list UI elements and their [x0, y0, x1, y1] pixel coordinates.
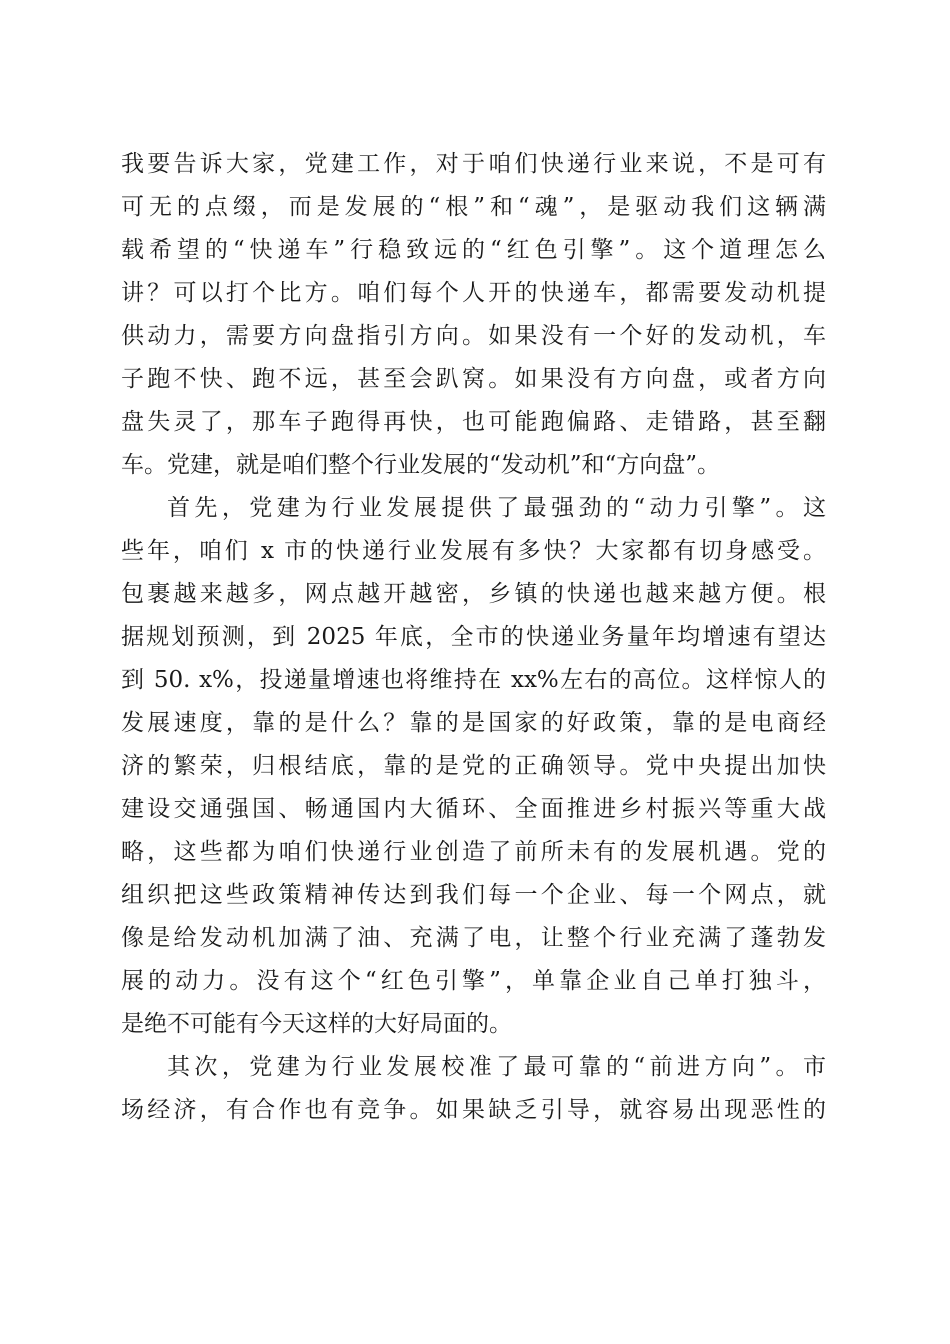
text-line: 济的繁荣，归根结底，靠的是党的正确领导。党中央提出加快 — [121, 753, 826, 779]
text-line: 组织把这些政策精神传达到我们每一个企业、每一个网点，就 — [121, 882, 826, 908]
text-line: 我要告诉大家，党建工作，对于咱们快递行业来说，不是可有 — [121, 151, 826, 177]
text-line: 包裹越来越多，网点越开越密，乡镇的快递也越来越方便。根 — [121, 581, 826, 607]
text-line: 到 50. x%，投递量增速也将维持在 xx%左右的高位。这样惊人的 — [121, 667, 826, 693]
text-line: 子跑不快、跑不远，甚至会趴窝。如果没有方向盘，或者方向 — [121, 366, 826, 392]
text-line: 些年，咱们 x 市的快递行业发展有多快？大家都有切身感受。 — [121, 538, 826, 564]
text-line: 据规划预测，到 2025 年底，全市的快递业务量年均增速有望达 — [121, 624, 826, 650]
paragraph-second-point — [121, 1046, 826, 1132]
text-line: 载希望的“快递车”行稳致远的“红色引擎”。这个道理怎么 — [121, 237, 826, 263]
text-line: 是绝不可能有今天这样的大好局面的。 — [121, 1011, 512, 1037]
text-line: 展的动力。没有这个“红色引擎”，单靠企业自己单打独斗， — [121, 968, 826, 994]
text-line: 供动力，需要方向盘指引方向。如果没有一个好的发动机，车 — [121, 323, 826, 349]
text-line: 建设交通强国、畅通国内大循环、全面推进乡村振兴等重大战 — [121, 796, 826, 822]
text-line: 讲？可以打个比方。咱们每个人开的快递车，都需要发动机提 — [121, 280, 826, 306]
text-line: 盘失灵了，那车子跑得再快，也可能跑偏路、走错路，甚至翻 — [121, 409, 826, 435]
document-body — [121, 143, 826, 1132]
text-line: 首先，党建为行业发展提供了最强劲的“动力引擎”。这 — [167, 495, 826, 521]
text-line: 像是给发动机加满了油、充满了电，让整个行业充满了蓬勃发 — [121, 925, 826, 951]
text-line: 发展速度，靠的是什么？靠的是国家的好政策，靠的是电商经 — [121, 710, 826, 736]
text-line: 场经济，有合作也有竞争。如果缺乏引导，就容易出现恶性的 — [121, 1097, 826, 1123]
text-line: 其次，党建为行业发展校准了最可靠的“前进方向”。市 — [167, 1054, 826, 1080]
text-line: 略，这些都为咱们快递行业创造了前所未有的发展机遇。党的 — [121, 839, 826, 865]
text-line: 可无的点缀，而是发展的“根”和“魂”，是驱动我们这辆满 — [121, 194, 826, 220]
text-line: 车。党建，就是咱们整个行业发展的“发动机”和“方向盘”。 — [121, 452, 721, 478]
paragraph-intro — [121, 143, 826, 487]
paragraph-first-point — [121, 487, 826, 1046]
